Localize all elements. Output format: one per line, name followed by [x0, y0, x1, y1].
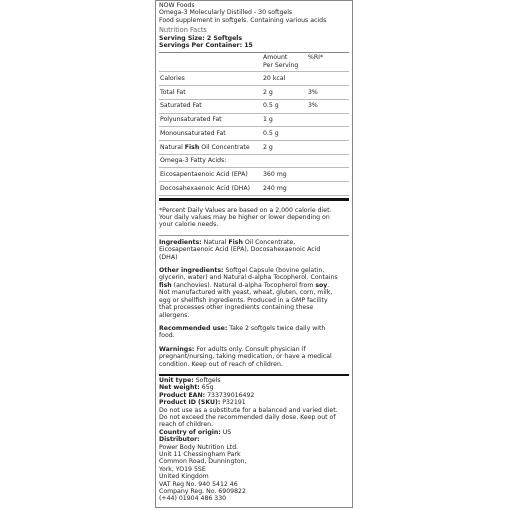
table-row: Monounsaturated Fat 0.5 g	[159, 127, 349, 141]
serving-size: Serving Size: 2 Softgels	[159, 34, 243, 42]
thick-divider	[159, 198, 349, 201]
nutrition-table	[159, 52, 349, 195]
table-row: Saturated Fat 0.5 g 3%	[159, 100, 349, 114]
ingredients-section: Ingredients: Natural Fish Oil Concentrate, Eicosapentaenoic Acid (EPA), Docosahexaenoic Acid (DHA)	[159, 238, 321, 261]
table-row: Docosahexaenoic Acid (DHA) 240 mg	[159, 182, 349, 196]
table-row: Polyunsaturated Fat 1 g	[159, 114, 349, 128]
daily-value-footnote: *Percent Daily Values are based on a 2,000 calorie diet. Your daily values may be higher or lower depending on your calorie needs.	[159, 206, 332, 229]
table-row: Eicosapentaenoic Acid (EPA) 360 mg	[159, 168, 349, 182]
table-row: Calories 20 kcal	[159, 72, 349, 86]
table-row: Natural Fish Oil Concentrate 2 g	[159, 141, 349, 155]
table-header-row	[159, 53, 349, 72]
supplement-label-panel	[155, 0, 353, 508]
warnings-section: Warnings: For adults only. Consult physician if pregnant/nursing, taking medication, or have a medical condition. Keep out of reach of children.	[159, 345, 332, 368]
col-per-serving-header: Per Serving	[263, 61, 299, 69]
col-amount-header: Amount	[263, 54, 288, 62]
distributor-address: Power Body Nutrition Ltd. Unit 11 Chessingham Park Common Road, Dunnington, York, YO19 5SE United Kingdom VAT Reg No. 940 5412 46 Company Reg. No. 6909822 (+44) 01904 486 330	[159, 443, 247, 503]
product-description: Food supplement in softgels. Containing various acids	[159, 16, 327, 24]
table-row: Total Fat 2 g 3%	[159, 86, 349, 100]
servings-per-container: Servings Per Container: 15	[159, 42, 253, 50]
recommended-use-section: Recommended use: Take 2 softgels twice daily with food.	[159, 324, 326, 340]
other-ingredients-section: Other ingredients: Softgel Capsule (bovine gelatin, glycerin, water) and Natural d-alpha Tocopherol. Contains fish (anchovies). Natural d-alpha Tocopherol from soy. Not manufactured with yeast, wheat, gluten, corn, milk, egg or shellfish ingredients. Produced in a GMP facility that processes other ingredients containing these allergens.	[159, 267, 338, 319]
product-header	[159, 2, 349, 24]
nutrition-facts-title: Nutrition Facts	[159, 26, 207, 35]
col-ri-header: %RI*	[308, 54, 324, 62]
table-row: Omega-3 Fatty Acids:	[159, 155, 349, 169]
product-name: Omega-3 Molecularly Distilled - 30 softgels	[159, 9, 293, 17]
product-details-section: Unit type: Softgels Net weight: 65g Product EAN: 733739016492 Product ID (SKU): P32191 Do not use as a substitute for a balanced and varied diet. Do not exceed the recommended daily dose. Keep out of reach of children. Country of origin: US Distributor: Power Body Nutrition Ltd. Unit 11 Chessingham Park Common Road, Dunnington, York, YO19 5SE United Kingdom VAT Reg No. 940 5412 46 Company Reg. No. 6909822 (+44) 01904 486 330	[159, 377, 349, 503]
divider	[159, 235, 349, 236]
thick-divider-bottom	[159, 374, 349, 376]
brand-name: NOW Foods	[159, 2, 195, 9]
